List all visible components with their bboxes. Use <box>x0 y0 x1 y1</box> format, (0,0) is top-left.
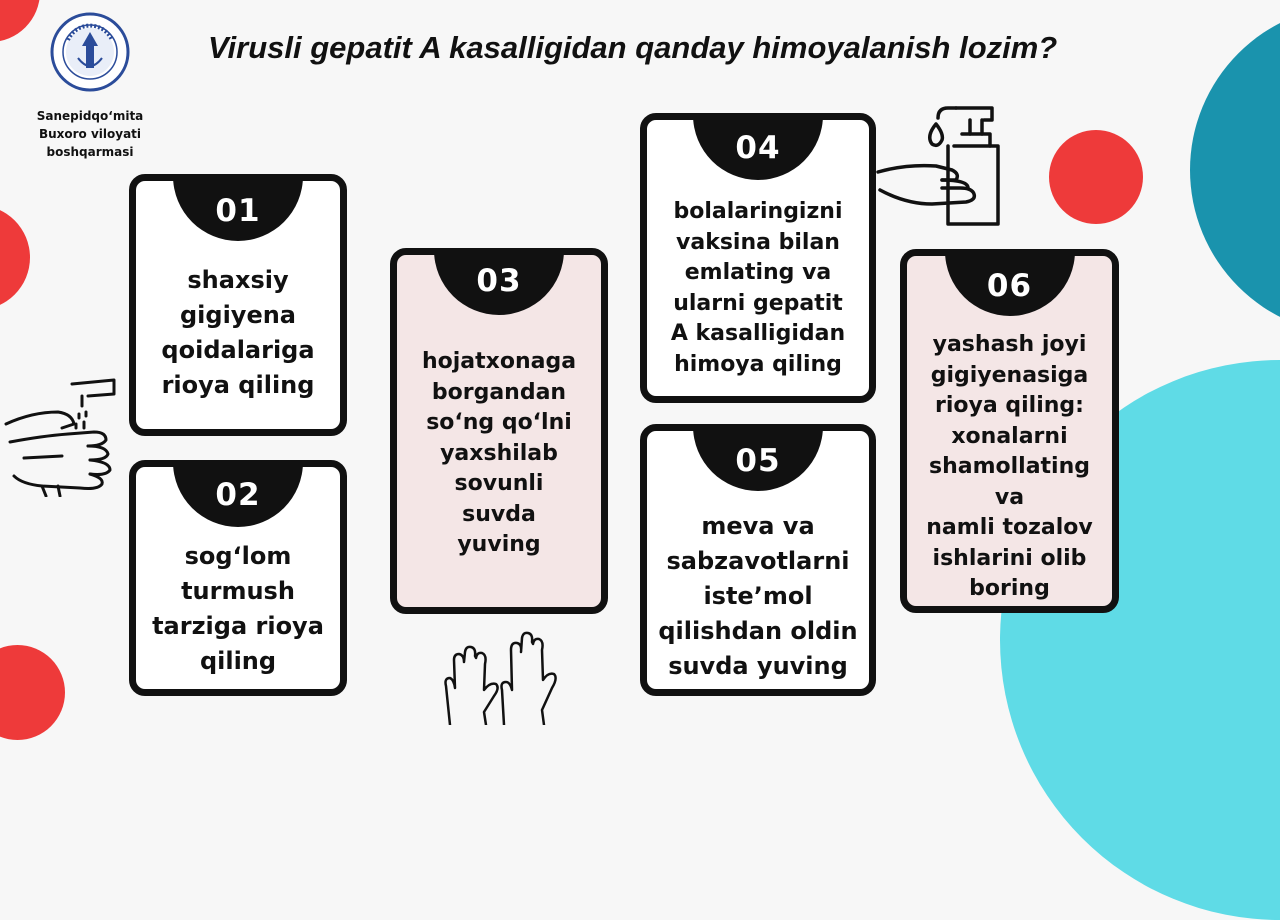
card-text <box>144 263 332 403</box>
card-number: 04 <box>735 130 781 166</box>
card-text-line: gigiyena <box>179 301 296 329</box>
card-number: 03 <box>476 263 522 299</box>
organization-line-2: Buxoro viloyati <box>38 127 142 141</box>
card-number-tab <box>173 174 303 241</box>
card-number: 06 <box>986 268 1033 304</box>
gloves-icon <box>440 630 560 725</box>
card-text-line: yashash joyi <box>932 332 1087 357</box>
card-text-line: yuving <box>457 532 541 557</box>
card-text-line: suvda <box>462 501 536 527</box>
tip-card-02 <box>129 460 347 696</box>
card-text-line: qoidalariga <box>161 336 315 364</box>
red-circle-left-decoration <box>0 205 30 310</box>
card-number-tab <box>173 460 303 527</box>
card-text-line: iste’mol <box>703 582 813 610</box>
card-text-line: ularni gepatit <box>673 290 843 316</box>
card-text-line: rioya qiling <box>161 371 315 399</box>
card-text <box>144 539 332 679</box>
card-text-line: gigiyenasiga <box>930 362 1089 388</box>
card-text-line: bolalaringizni <box>673 199 843 224</box>
card-text-line: sog‘lom <box>184 542 292 570</box>
soap-dispenser-icon <box>876 100 1011 230</box>
card-text-line: suvda yuving <box>668 652 848 680</box>
card-text <box>915 330 1104 605</box>
page-title: Virusli gepatit A kasalligidan qanday himoyalanish lozim? <box>208 30 1058 65</box>
card-text-line: turmush <box>181 577 295 605</box>
card-number-tab <box>693 113 823 180</box>
card-number-tab <box>945 249 1075 316</box>
red-circle-bottom-left-decoration <box>0 645 65 740</box>
card-number: 01 <box>215 193 261 229</box>
tip-card-03 <box>390 248 608 614</box>
emblem-logo <box>50 12 130 92</box>
organization-line-3: boshqarmasi <box>46 145 134 159</box>
card-text-line: himoya qiling <box>674 351 842 377</box>
card-text-line: shamollating va <box>928 454 1091 510</box>
card-text <box>655 509 861 684</box>
tip-card-05 <box>640 424 876 696</box>
card-text-line: xonalarni <box>951 423 1068 449</box>
tip-card-01 <box>129 174 347 436</box>
card-number-tab <box>434 248 564 315</box>
card-number: 02 <box>215 477 261 513</box>
card-text-line: sabzavotlarni <box>666 547 850 575</box>
card-text-line: so‘ng qo‘lni <box>426 410 572 435</box>
card-text-line: vaksina bilan <box>676 229 840 255</box>
card-text <box>655 197 861 380</box>
card-number-tab <box>693 424 823 491</box>
card-text-line: sovunli <box>454 471 544 496</box>
card-text-line: A kasalligidan <box>670 321 846 346</box>
card-text-line: borgandan <box>431 379 567 405</box>
card-text-line: ishlarini olib <box>932 545 1087 571</box>
card-text-line: tarziga rioya <box>152 612 324 640</box>
card-number: 05 <box>735 443 781 479</box>
card-text-line: hojatxonaga <box>421 349 577 374</box>
tip-card-06 <box>900 249 1119 613</box>
card-text-line: qilishdan oldin <box>658 617 858 645</box>
hand-washing-icon <box>2 372 122 497</box>
card-text <box>405 347 593 561</box>
card-text-line: qiling <box>199 647 277 675</box>
card-text-line: emlating va <box>684 260 832 285</box>
organization-name <box>20 107 160 161</box>
red-circle-top-left-decoration <box>0 0 40 42</box>
card-text-line: meva va <box>701 512 815 540</box>
card-text-line: boring <box>969 576 1050 601</box>
tip-card-04 <box>640 113 876 403</box>
card-text-line: namli tozalov <box>926 515 1093 540</box>
organization-line-1: Sanepidqo‘mita <box>36 109 144 123</box>
card-text-line: yaxshilab <box>440 440 558 466</box>
card-text-line: shaxsiy <box>187 266 289 294</box>
red-dot-decoration <box>1049 130 1143 224</box>
card-text-line: rioya qiling: <box>935 393 1084 418</box>
